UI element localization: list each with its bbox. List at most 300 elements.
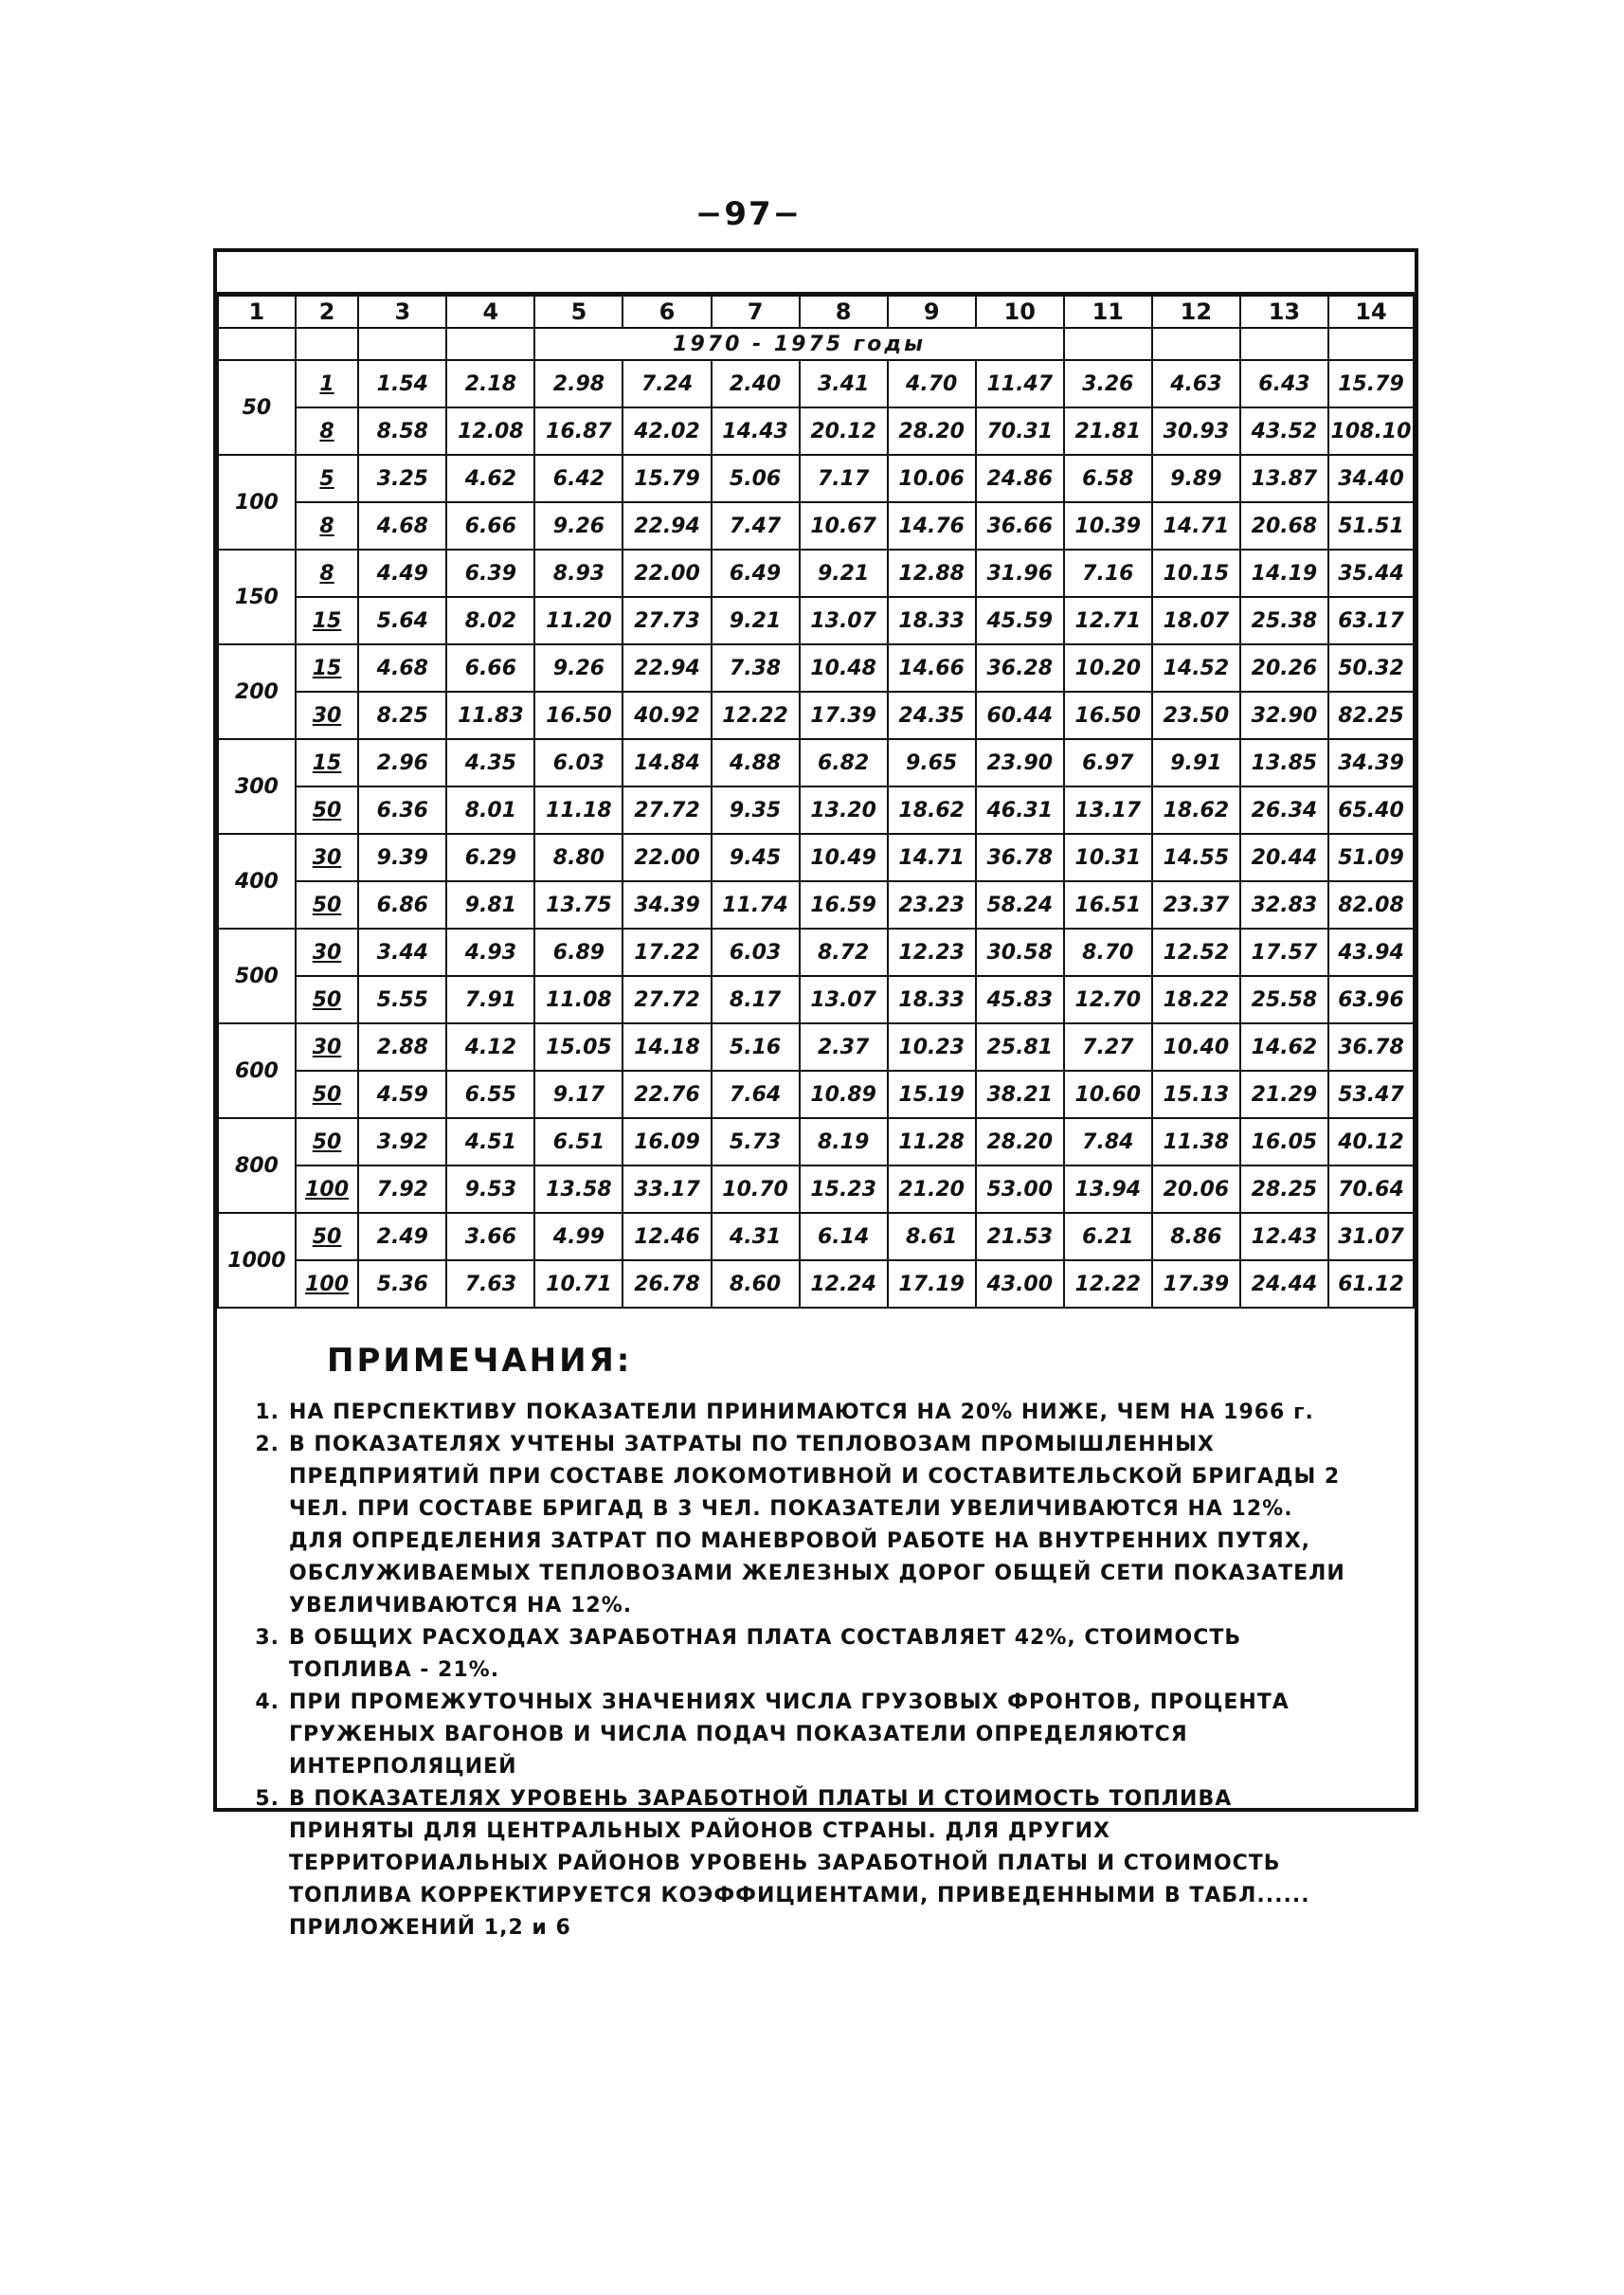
value-cell: 4.12 [446,1023,534,1071]
value-cell: 14.62 [1240,1023,1328,1071]
value-cell: 5.36 [358,1260,446,1308]
period-empty-cell [446,328,534,360]
value-cell: 17.19 [888,1260,976,1308]
value-cell: 6.55 [446,1071,534,1118]
table-row [218,929,1414,976]
note-item [217,1687,1346,1783]
value-cell: 24.35 [888,692,976,739]
value-cell: 32.83 [1240,881,1328,929]
value-cell: 8.19 [800,1118,888,1166]
table-row [218,1023,1414,1071]
value-cell: 4.99 [534,1213,623,1260]
value-cell: 11.38 [1152,1118,1240,1166]
row-label-cell: 50 [296,1118,358,1166]
value-cell: 82.25 [1328,692,1414,739]
value-cell: 14.71 [1152,502,1240,550]
value-cell: 14.71 [888,834,976,881]
group-label: 150 [218,550,296,644]
value-cell: 26.34 [1240,786,1328,834]
value-cell: 14.66 [888,644,976,692]
group-label: 500 [218,929,296,1023]
period-row [218,328,1414,360]
row-label-cell: 100 [296,1166,358,1213]
column-number-cell: 13 [1240,296,1328,328]
row-label-cell: 100 [296,1260,358,1308]
value-cell: 9.45 [712,834,800,881]
value-cell: 63.96 [1328,976,1414,1023]
value-cell: 5.06 [712,455,800,502]
value-cell: 11.08 [534,976,623,1023]
note-text: В ПОКАЗАТЕЛЯХ УЧТЕНЫ ЗАТРАТЫ ПО ТЕПЛОВОЗАМ ПРОМЫШЛЕННЫХ ПРЕДПРИЯТИЙ ПРИ СОСТАВЕ ЛОКОМОТИВНОЙ И СОСТАВИТЕЛЬСКОЙ БРИГАДЫ 2 ЧЕЛ. ПРИ СОСТАВЕ БРИГАД В 3 ЧЕЛ. ПОКАЗАТЕЛИ УВЕЛИЧИВАЮТСЯ НА 12%. ДЛЯ ОПРЕДЕЛЕНИЯ ЗАТРАТ ПО МАНЕВРОВОЙ РАБОТЕ НА ВНУТРЕННИХ ПУТЯХ, ОБСЛУЖИВАЕМЫХ ТЕПЛОВОЗАМИ ЖЕЛЕЗНЫХ ДОРОГ ОБЩЕЙ СЕТИ ПОКАЗАТЕЛИ УВЕЛИЧИВАЮТСЯ НА 12%. [289,1433,1345,1617]
value-cell: 7.16 [1064,550,1152,597]
value-cell: 5.16 [712,1023,800,1071]
value-cell: 13.17 [1064,786,1152,834]
value-cell: 2.98 [534,360,623,407]
note-item [217,1622,1346,1687]
table-row [218,1166,1414,1213]
table-row [218,360,1414,407]
column-number-cell: 4 [446,296,534,328]
value-cell: 13.85 [1240,739,1328,786]
value-cell: 25.81 [976,1023,1064,1071]
value-cell: 14.55 [1152,834,1240,881]
note-number: 2. [255,1433,280,1456]
value-cell: 16.09 [623,1118,711,1166]
column-number-cell: 6 [623,296,711,328]
value-cell: 13.94 [1064,1166,1152,1213]
value-cell: 6.29 [446,834,534,881]
value-cell: 20.44 [1240,834,1328,881]
value-cell: 7.24 [623,360,711,407]
value-cell: 7.63 [446,1260,534,1308]
column-number-cell: 1 [218,296,296,328]
value-cell: 8.72 [800,929,888,976]
period-empty-cell [1152,328,1240,360]
value-cell: 34.39 [623,881,711,929]
value-cell: 9.21 [800,550,888,597]
value-cell: 23.90 [976,739,1064,786]
value-cell: 24.44 [1240,1260,1328,1308]
value-cell: 70.31 [976,407,1064,455]
value-cell: 10.20 [1064,644,1152,692]
value-cell: 26.78 [623,1260,711,1308]
value-cell: 28.25 [1240,1166,1328,1213]
value-cell: 46.31 [976,786,1064,834]
value-cell: 4.35 [446,739,534,786]
value-cell: 34.39 [1328,739,1414,786]
group-label: 600 [218,1023,296,1118]
column-number-cell: 7 [712,296,800,328]
value-cell: 22.76 [623,1071,711,1118]
value-cell: 3.44 [358,929,446,976]
value-cell: 9.21 [712,597,800,644]
value-cell: 17.39 [1152,1260,1240,1308]
value-cell: 24.86 [976,455,1064,502]
value-cell: 9.91 [1152,739,1240,786]
value-cell: 6.66 [446,502,534,550]
column-number-cell: 8 [800,296,888,328]
value-cell: 17.39 [800,692,888,739]
value-cell: 2.49 [358,1213,446,1260]
value-cell: 20.12 [800,407,888,455]
value-cell: 65.40 [1328,786,1414,834]
notes-list [217,1397,1346,1944]
value-cell: 12.46 [623,1213,711,1260]
value-cell: 30.93 [1152,407,1240,455]
group-label: 200 [218,644,296,739]
row-label-cell: 30 [296,929,358,976]
value-cell: 13.87 [1240,455,1328,502]
value-cell: 70.64 [1328,1166,1414,1213]
value-cell: 7.64 [712,1071,800,1118]
value-cell: 4.31 [712,1213,800,1260]
row-label-cell: 30 [296,1023,358,1071]
group-label: 50 [218,360,296,455]
value-cell: 13.58 [534,1166,623,1213]
value-cell: 6.42 [534,455,623,502]
notes-title: ПРИМЕЧАНИЯ: [327,1342,633,1380]
value-cell: 6.03 [712,929,800,976]
value-cell: 3.25 [358,455,446,502]
note-number: 4. [255,1690,280,1714]
table-row [218,692,1414,739]
value-cell: 36.28 [976,644,1064,692]
table-row [218,786,1414,834]
value-cell: 16.05 [1240,1118,1328,1166]
value-cell: 20.68 [1240,502,1328,550]
value-cell: 8.61 [888,1213,976,1260]
note-text: НА ПЕРСПЕКТИВУ ПОКАЗАТЕЛИ ПРИНИМАЮТСЯ НА 20% НИЖЕ, ЧЕМ НА 1966 г. [289,1400,1314,1424]
value-cell: 4.68 [358,644,446,692]
value-cell: 12.24 [800,1260,888,1308]
value-cell: 8.58 [358,407,446,455]
table-row [218,1213,1414,1260]
value-cell: 10.40 [1152,1023,1240,1071]
value-cell: 53.47 [1328,1071,1414,1118]
column-number-cell: 2 [296,296,358,328]
value-cell: 58.24 [976,881,1064,929]
value-cell: 45.83 [976,976,1064,1023]
value-cell: 7.27 [1064,1023,1152,1071]
value-cell: 8.01 [446,786,534,834]
value-cell: 43.00 [976,1260,1064,1308]
value-cell: 42.02 [623,407,711,455]
value-cell: 15.79 [623,455,711,502]
value-cell: 6.66 [446,644,534,692]
row-label-cell: 15 [296,739,358,786]
value-cell: 17.22 [623,929,711,976]
value-cell: 18.07 [1152,597,1240,644]
value-cell: 22.00 [623,834,711,881]
value-cell: 11.74 [712,881,800,929]
table-row [218,455,1414,502]
row-label-cell: 50 [296,976,358,1023]
period-empty-cell [1240,328,1328,360]
value-cell: 5.55 [358,976,446,1023]
value-cell: 9.26 [534,502,623,550]
row-label-cell: 8 [296,550,358,597]
value-cell: 9.17 [534,1071,623,1118]
value-cell: 3.92 [358,1118,446,1166]
value-cell: 4.63 [1152,360,1240,407]
value-cell: 6.21 [1064,1213,1152,1260]
value-cell: 15.23 [800,1166,888,1213]
note-item [217,1397,1346,1429]
row-label-cell: 30 [296,692,358,739]
value-cell: 38.21 [976,1071,1064,1118]
table-row [218,644,1414,692]
value-cell: 10.06 [888,455,976,502]
value-cell: 10.49 [800,834,888,881]
value-cell: 16.50 [1064,692,1152,739]
value-cell: 6.36 [358,786,446,834]
value-cell: 21.81 [1064,407,1152,455]
value-cell: 4.49 [358,550,446,597]
column-number-cell: 10 [976,296,1064,328]
column-number-cell: 9 [888,296,976,328]
column-number-cell: 12 [1152,296,1240,328]
row-label-cell: 5 [296,455,358,502]
value-cell: 4.93 [446,929,534,976]
value-cell: 40.12 [1328,1118,1414,1166]
value-cell: 6.39 [446,550,534,597]
value-cell: 16.59 [800,881,888,929]
value-cell: 43.52 [1240,407,1328,455]
value-cell: 8.17 [712,976,800,1023]
row-label-cell: 15 [296,644,358,692]
value-cell: 7.47 [712,502,800,550]
value-cell: 6.89 [534,929,623,976]
value-cell: 15.05 [534,1023,623,1071]
value-cell: 5.73 [712,1118,800,1166]
value-cell: 8.80 [534,834,623,881]
value-cell: 50.32 [1328,644,1414,692]
value-cell: 33.17 [623,1166,711,1213]
value-cell: 45.59 [976,597,1064,644]
value-cell: 13.07 [800,597,888,644]
value-cell: 4.59 [358,1071,446,1118]
value-cell: 18.62 [1152,786,1240,834]
period-empty-cell [1064,328,1152,360]
value-cell: 36.78 [976,834,1064,881]
row-label-cell: 15 [296,597,358,644]
row-label-cell: 1 [296,360,358,407]
table-row [218,976,1414,1023]
value-cell: 5.64 [358,597,446,644]
table-row [218,407,1414,455]
value-cell: 108.10 [1328,407,1414,455]
table-row [218,1071,1414,1118]
value-cell: 7.84 [1064,1118,1152,1166]
table-row [218,502,1414,550]
value-cell: 30.58 [976,929,1064,976]
value-cell: 6.03 [534,739,623,786]
value-cell: 12.71 [1064,597,1152,644]
page-number: −97− [695,195,803,233]
value-cell: 12.23 [888,929,976,976]
value-cell: 11.28 [888,1118,976,1166]
value-cell: 10.39 [1064,502,1152,550]
value-cell: 7.38 [712,644,800,692]
value-cell: 23.23 [888,881,976,929]
value-cell: 12.08 [446,407,534,455]
value-cell: 6.86 [358,881,446,929]
value-cell: 6.14 [800,1213,888,1260]
table-row [218,881,1414,929]
value-cell: 18.22 [1152,976,1240,1023]
note-number: 3. [255,1626,280,1650]
value-cell: 27.72 [623,976,711,1023]
value-cell: 21.53 [976,1213,1064,1260]
row-label-cell: 50 [296,786,358,834]
value-cell: 11.18 [534,786,623,834]
value-cell: 9.81 [446,881,534,929]
value-cell: 60.44 [976,692,1064,739]
value-cell: 8.02 [446,597,534,644]
value-cell: 10.15 [1152,550,1240,597]
period-empty-cell [296,328,358,360]
value-cell: 35.44 [1328,550,1414,597]
value-cell: 4.68 [358,502,446,550]
value-cell: 18.33 [888,597,976,644]
note-text: В ОБЩИХ РАСХОДАХ ЗАРАБОТНАЯ ПЛАТА СОСТАВЛЯЕТ 42%, СТОИМОСТЬ ТОПЛИВА - 21%. [289,1626,1242,1682]
value-cell: 11.83 [446,692,534,739]
value-cell: 15.19 [888,1071,976,1118]
value-cell: 28.20 [976,1118,1064,1166]
table-row [218,739,1414,786]
table-top-strip [217,252,1415,295]
period-empty-cell [218,328,296,360]
value-cell: 14.84 [623,739,711,786]
value-cell: 20.26 [1240,644,1328,692]
value-cell: 13.20 [800,786,888,834]
value-cell: 4.88 [712,739,800,786]
value-cell: 8.60 [712,1260,800,1308]
value-cell: 21.29 [1240,1071,1328,1118]
value-cell: 12.22 [712,692,800,739]
row-label-cell: 8 [296,502,358,550]
value-cell: 28.20 [888,407,976,455]
row-label-cell: 50 [296,1213,358,1260]
value-cell: 15.13 [1152,1071,1240,1118]
group-label: 400 [218,834,296,929]
value-cell: 16.50 [534,692,623,739]
value-cell: 11.20 [534,597,623,644]
value-cell: 23.50 [1152,692,1240,739]
value-cell: 10.48 [800,644,888,692]
column-number-cell: 14 [1328,296,1414,328]
value-cell: 4.70 [888,360,976,407]
value-cell: 7.17 [800,455,888,502]
table-row [218,1260,1414,1308]
value-cell: 2.37 [800,1023,888,1071]
value-cell: 10.89 [800,1071,888,1118]
value-cell: 27.72 [623,786,711,834]
value-cell: 1.54 [358,360,446,407]
value-cell: 18.62 [888,786,976,834]
table-frame [213,248,1418,1940]
group-label: 1000 [218,1213,296,1308]
value-cell: 8.70 [1064,929,1152,976]
value-cell: 9.26 [534,644,623,692]
row-label-cell: 50 [296,881,358,929]
value-cell: 10.23 [888,1023,976,1071]
value-cell: 4.51 [446,1118,534,1166]
value-cell: 21.20 [888,1166,976,1213]
value-cell: 9.39 [358,834,446,881]
value-cell: 7.92 [358,1166,446,1213]
value-cell: 23.37 [1152,881,1240,929]
value-cell: 36.78 [1328,1023,1414,1071]
value-cell: 12.22 [1064,1260,1152,1308]
value-cell: 43.94 [1328,929,1414,976]
table-row [218,597,1414,644]
period-empty-cell [1328,328,1414,360]
table-row [218,550,1414,597]
value-cell: 6.82 [800,739,888,786]
value-cell: 63.17 [1328,597,1414,644]
data-table [217,295,1415,1309]
value-cell: 6.97 [1064,739,1152,786]
value-cell: 53.00 [976,1166,1064,1213]
table-row [218,1118,1414,1166]
value-cell: 3.26 [1064,360,1152,407]
value-cell: 6.49 [712,550,800,597]
value-cell: 14.19 [1240,550,1328,597]
row-label-cell: 50 [296,1071,358,1118]
value-cell: 14.52 [1152,644,1240,692]
row-label-cell: 8 [296,407,358,455]
value-cell: 12.52 [1152,929,1240,976]
value-cell: 16.51 [1064,881,1152,929]
value-cell: 7.91 [446,976,534,1023]
group-label: 800 [218,1118,296,1213]
value-cell: 10.60 [1064,1071,1152,1118]
value-cell: 9.89 [1152,455,1240,502]
period-empty-cell [358,328,446,360]
value-cell: 82.08 [1328,881,1414,929]
value-cell: 25.38 [1240,597,1328,644]
value-cell: 8.25 [358,692,446,739]
value-cell: 6.43 [1240,360,1328,407]
value-cell: 10.70 [712,1166,800,1213]
value-cell: 2.18 [446,360,534,407]
value-cell: 27.73 [623,597,711,644]
note-number: 1. [255,1400,280,1424]
table-row [218,834,1414,881]
period-label: 1970 - 1975 годы [534,328,1063,360]
value-cell: 4.62 [446,455,534,502]
value-cell: 17.57 [1240,929,1328,976]
value-cell: 13.07 [800,976,888,1023]
value-cell: 14.18 [623,1023,711,1071]
value-cell: 3.66 [446,1213,534,1260]
value-cell: 13.75 [534,881,623,929]
column-number-row [218,296,1414,328]
value-cell: 10.31 [1064,834,1152,881]
value-cell: 20.06 [1152,1166,1240,1213]
value-cell: 11.47 [976,360,1064,407]
value-cell: 2.96 [358,739,446,786]
value-cell: 14.76 [888,502,976,550]
note-text: В ПОКАЗАТЕЛЯХ УРОВЕНЬ ЗАРАБОТНОЙ ПЛАТЫ И СТОИМОСТЬ ТОПЛИВА ПРИНЯТЫ ДЛЯ ЦЕНТРАЛЬНЫХ РАЙОНОВ СТРАНЫ. ДЛЯ ДРУГИХ ТЕРРИТОРИАЛЬНЫХ РАЙОНОВ УРОВЕНЬ ЗАРАБОТНОЙ ПЛАТЫ И СТОИМОСТЬ ТОПЛИВА КОРРЕКТИРУЕТСЯ КОЭФФИЦИЕНТАМИ, ПРИВЕДЕННЫМИ В ТАБЛ...... ПРИЛОЖЕНИЙ 1,2 и 6 [289,1787,1310,1940]
value-cell: 22.94 [623,644,711,692]
value-cell: 31.07 [1328,1213,1414,1260]
group-label: 300 [218,739,296,834]
value-cell: 31.96 [976,550,1064,597]
value-cell: 16.87 [534,407,623,455]
column-number-cell: 5 [534,296,623,328]
